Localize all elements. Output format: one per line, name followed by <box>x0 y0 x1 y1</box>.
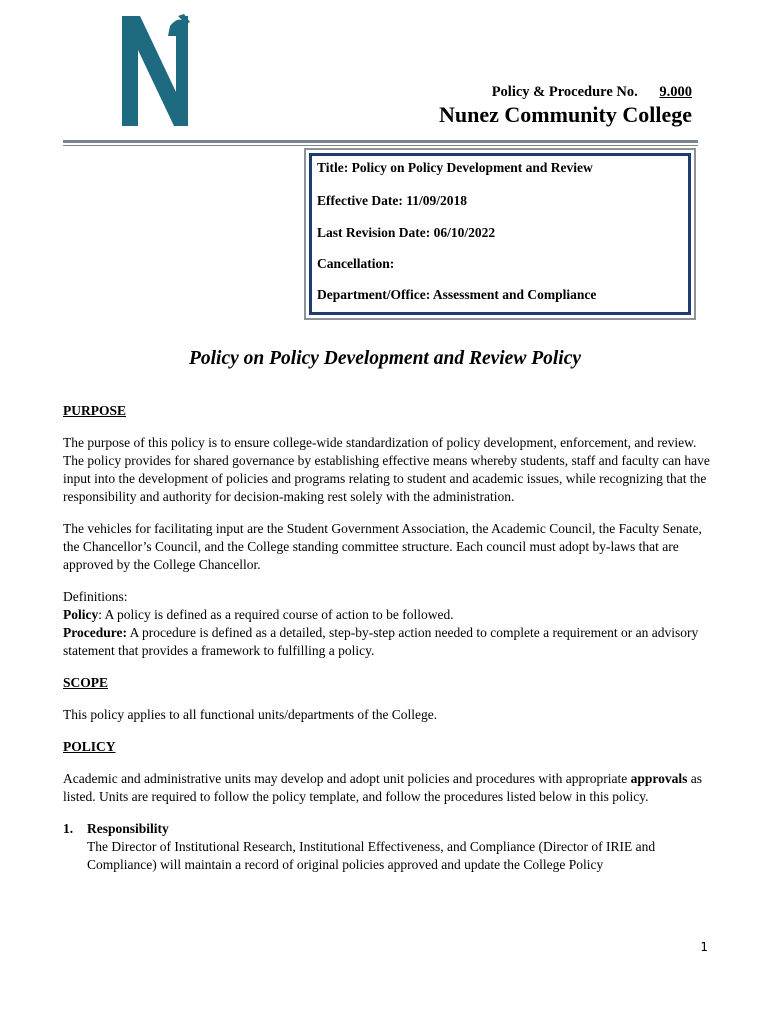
list-item <box>63 820 713 874</box>
definition-policy-term: Policy <box>63 607 99 622</box>
policy-text-approvals: approvals <box>630 771 688 786</box>
policy-number-value: 9.000 <box>659 84 692 100</box>
purpose-paragraph-2: The vehicles for facilitating input are the Student Government Association, the Academic Council, the Faculty Senate, the Chancellor’s Council, and the College standing committee structure. Each council must adopt by-laws that are approved by the College Chancellor. <box>63 521 702 572</box>
policy-paragraph <box>63 770 713 806</box>
policy-number-label: Policy & Procedure No. <box>491 84 638 100</box>
definition-procedure-text: A procedure is defined as a detailed, step-by-step action needed to complete a requirement or an advisory statement that provides a framework to fulfilling a policy. <box>63 625 699 658</box>
header-rule <box>63 140 698 143</box>
list-item-title: Responsibility <box>87 821 169 836</box>
definitions-label: Definitions: <box>63 589 128 604</box>
list-item-body: The Director of Institutional Research, Institutional Effectiveness, and Compliance (Director of IRIE and Compliance) will maintain a record of original policies approved and update the College Policy <box>87 839 656 872</box>
document-body <box>63 402 713 874</box>
document-title: Policy on Policy Development and Review Policy <box>188 348 582 369</box>
definition-policy <box>63 606 713 624</box>
policy-text-b: as listed. Units are required to follow the policy template, and follow the procedures listed below in this policy. <box>63 771 702 804</box>
policy-heading: POLICY <box>63 739 116 754</box>
purpose-paragraph-1: The purpose of this policy is to ensure college-wide standardization of policy development, enforcement, and review. The policy provides for shared governance by establishing effective means whereby students, staff and faculty can have input into the development of policies and programs relating to student and academic issues, while recognizing that the responsibility and authority for decision-making rest solely with the administration. <box>63 435 710 504</box>
college-logo <box>118 14 196 128</box>
info-cancellation: Cancellation: <box>317 256 395 271</box>
policy-number <box>492 84 692 101</box>
info-effective-date: Effective Date: 11/09/2018 <box>317 193 467 208</box>
scope-heading: SCOPE <box>63 675 109 690</box>
policy-info-box <box>304 148 696 320</box>
policy-text-a: Academic and administrative units may develop and adopt unit policies and procedures with appropriate <box>63 771 631 786</box>
info-title: Title: Policy on Policy Development and Review <box>317 160 593 175</box>
info-department: Department/Office: Assessment and Compliance <box>317 287 597 302</box>
page-number: 1 <box>700 940 708 954</box>
logo-letter-n <box>122 16 188 126</box>
purpose-heading: PURPOSE <box>63 403 127 418</box>
header-rule-thin <box>63 145 698 146</box>
definition-policy-text: : A policy is defined as a required course of action to be followed. <box>98 607 454 622</box>
definition-procedure <box>63 624 713 660</box>
list-item-number: 1. <box>63 821 74 836</box>
definition-procedure-term: Procedure: <box>63 625 127 640</box>
college-name: Nunez Community College <box>439 102 692 127</box>
info-revision-date: Last Revision Date: 06/10/2022 <box>317 225 496 240</box>
scope-paragraph: This policy applies to all functional units/departments of the College. <box>63 707 438 722</box>
list-item-header <box>63 820 713 838</box>
